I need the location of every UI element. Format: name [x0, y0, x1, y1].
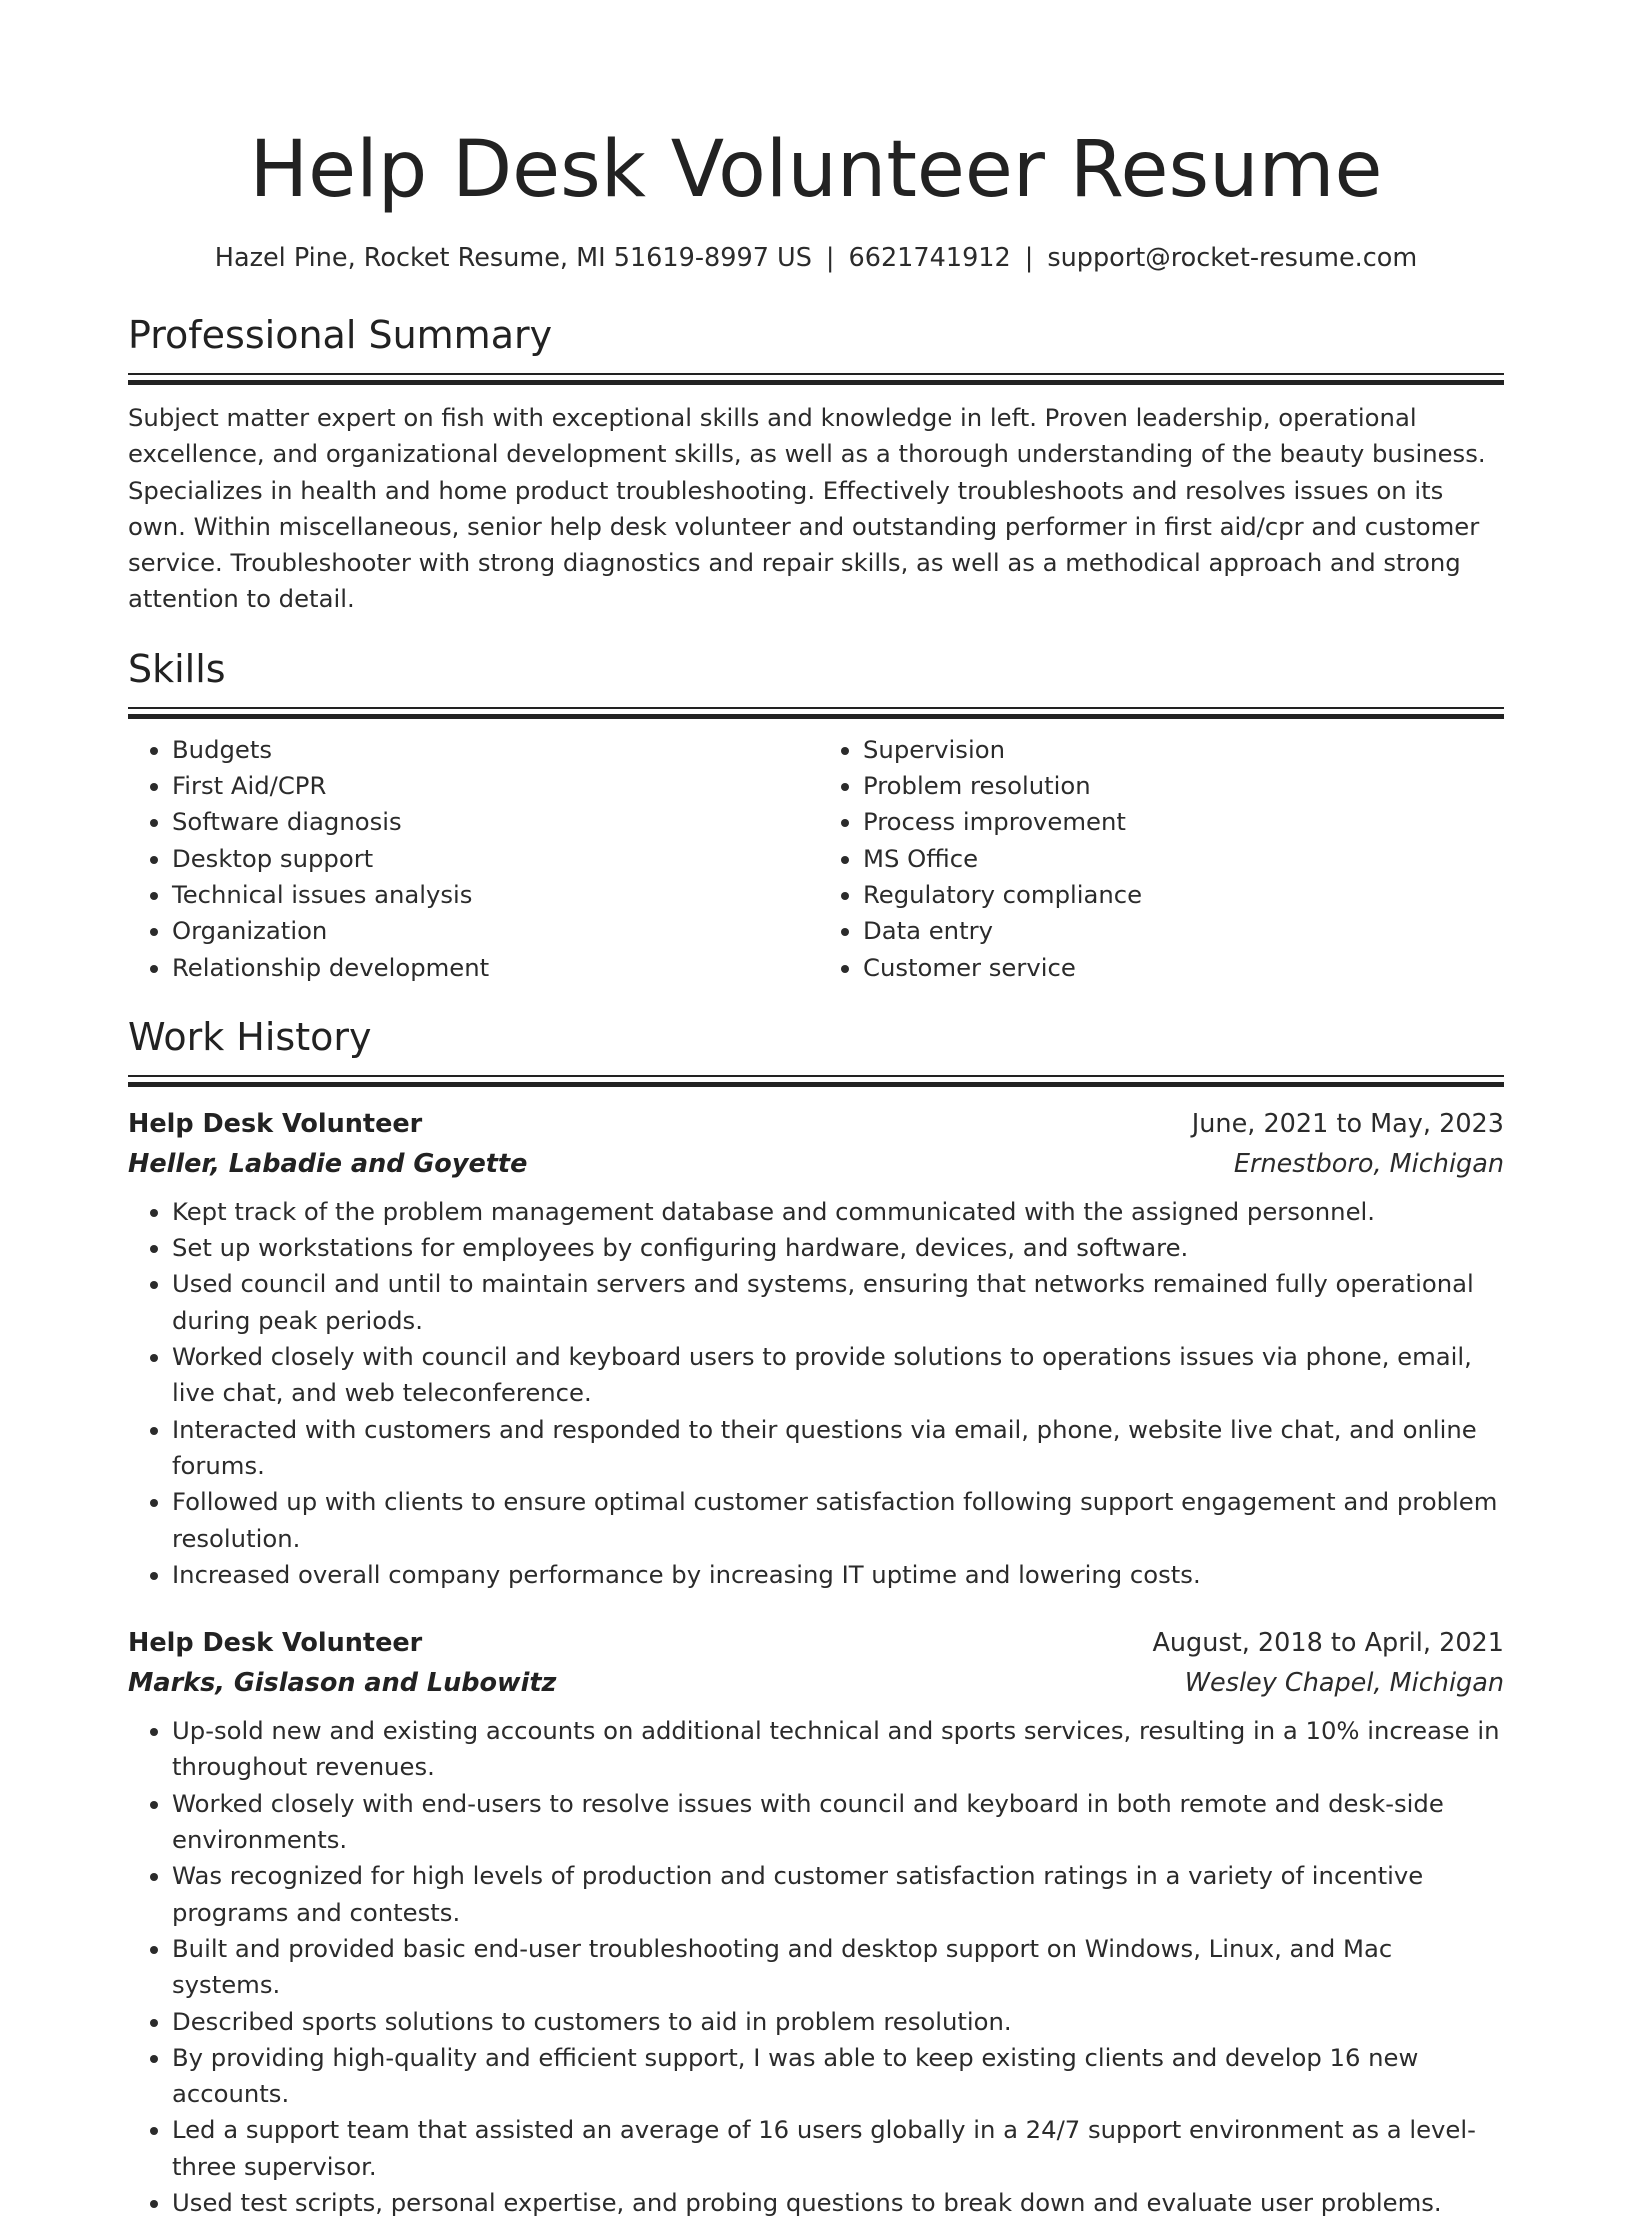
skill-item: • Regulatory compliance: [863, 877, 1504, 913]
job-bullet-item: • Led a support team that assisted an average of 16 users globally in a 24/7 support environment as a level-three supervisor.: [172, 2112, 1504, 2185]
job-bullet-item: • Worked closely with council and keyboard users to provide solutions to operations issues via phone, email, live chat, and web teleconference.: [172, 1339, 1504, 1412]
section-divider: [128, 707, 1504, 718]
resume-page: [128, 0, 1504, 2221]
job-bullet-item: • Worked closely with end-users to resolve issues with council and keyboard in both remote and desk-side environments.: [172, 1786, 1504, 1859]
job-bullet-list: [128, 1194, 1504, 1593]
job-entry: [128, 1104, 1504, 1593]
skill-item: • MS Office: [863, 841, 1504, 877]
job-title: Help Desk Volunteer: [128, 1628, 423, 1659]
contact-address: Hazel Pine, Rocket Resume, MI 51619-8997 US: [214, 243, 812, 273]
job-bullet-item: • Up-sold new and existing accounts on additional technical and sports services, resulting in a 10% increase in throughout revenues.: [172, 1713, 1504, 1786]
job-bullet-item: • Kept track of the problem management database and communicated with the assigned personnel.: [172, 1194, 1504, 1230]
job-bullet-item: • Increased overall company performance by increasing IT uptime and lowering costs.: [172, 1557, 1504, 1593]
skills-list-right: [813, 732, 1504, 986]
skill-item: • Desktop support: [172, 841, 813, 877]
contact-phone: 6621741912: [848, 243, 1011, 273]
job-bullet-item: • Used council and until to maintain servers and systems, ensuring that networks remained fully operational during peak periods.: [172, 1266, 1504, 1339]
contact-email: support@rocket-resume.com: [1047, 243, 1418, 273]
skill-item: • Customer service: [863, 950, 1504, 986]
section-divider: [128, 373, 1504, 384]
job-bullet-item: • Was recognized for high levels of production and customer satisfaction ratings in a variety of incentive programs and contests.: [172, 1858, 1504, 1931]
job-bullet-item: • Used test scripts, personal expertise, and probing questions to break down and evaluate user problems.: [172, 2185, 1504, 2221]
job-bullet-item: • Built and provided basic end-user troubleshooting and desktop support on Windows, Linux, and Mac systems.: [172, 1931, 1504, 2004]
job-bullet-item: • By providing high-quality and efficient support, I was able to keep existing clients and develop 16 new accounts.: [172, 2040, 1504, 2113]
skill-item: • Budgets: [172, 732, 813, 768]
skill-item: • Technical issues analysis: [172, 877, 813, 913]
skill-item: • Software diagnosis: [172, 804, 813, 840]
job-entry: [128, 1623, 1504, 2221]
job-bullet-list: [128, 1713, 1504, 2221]
skills-columns: [128, 732, 1504, 986]
section-heading-work-history: Work History: [128, 1014, 372, 1059]
section-heading-skills: Skills: [128, 646, 226, 691]
job-bullet-item: • Set up workstations for employees by configuring hardware, devices, and software.: [172, 1230, 1504, 1266]
contact-separator: |: [825, 243, 835, 273]
summary-text: Subject matter expert on fish with exceptional skills and knowledge in left. Proven leadership, operational excellence, and organizational development skills, as well as a thorough understanding of the beauty business. Specializes in health and home product troubleshooting. Effectively troubleshoots and resolves issues on its own. Within miscellaneous, senior help desk volunteer and outstanding performer in first aid/cpr and customer service. Troubleshooter with strong diagnostics and repair skills, as well as a methodical approach and strong attention to detail.: [128, 403, 1486, 614]
job-dates: June, 2021 to May, 2023: [1191, 1108, 1504, 1139]
job-company: Marks, Gislason and Lubowitz: [128, 1668, 557, 1699]
job-location: Wesley Chapel, Michigan: [1184, 1668, 1504, 1699]
contact-line: [128, 240, 1504, 276]
resume-title: Help Desk Volunteer Resume: [249, 125, 1383, 215]
job-header-row: [128, 1104, 1504, 1144]
job-header-row: [128, 1623, 1504, 1663]
skill-item: • Process improvement: [863, 804, 1504, 840]
skill-item: • First Aid/CPR: [172, 768, 813, 804]
job-company-row: [128, 1663, 1504, 1703]
job-bullet-item: • Interacted with customers and responded to their questions via email, phone, website live chat, and online forums.: [172, 1412, 1504, 1485]
job-dates: August, 2018 to April, 2021: [1152, 1628, 1504, 1659]
job-title: Help Desk Volunteer: [128, 1108, 423, 1139]
skill-item: • Data entry: [863, 913, 1504, 949]
section-divider: [128, 1075, 1504, 1086]
job-bullet-item: • Followed up with clients to ensure optimal customer satisfaction following support engagement and problem resolution.: [172, 1484, 1504, 1557]
skill-item: • Relationship development: [172, 950, 813, 986]
work-history-section: [128, 1012, 1504, 2221]
skill-item: • Problem resolution: [863, 768, 1504, 804]
skills-list-left: [128, 732, 813, 986]
contact-separator: |: [1024, 243, 1034, 273]
job-bullet-item: • Described sports solutions to customers to aid in problem resolution.: [172, 2004, 1504, 2040]
job-company: Heller, Labadie and Goyette: [128, 1148, 528, 1179]
professional-summary-section: [128, 310, 1504, 618]
skill-item: • Organization: [172, 913, 813, 949]
job-company-row: [128, 1144, 1504, 1184]
skill-item: • Supervision: [863, 732, 1504, 768]
section-heading-professional-summary: Professional Summary: [128, 313, 553, 357]
job-location: Ernestboro, Michigan: [1233, 1148, 1504, 1179]
skills-section: [128, 644, 1504, 986]
